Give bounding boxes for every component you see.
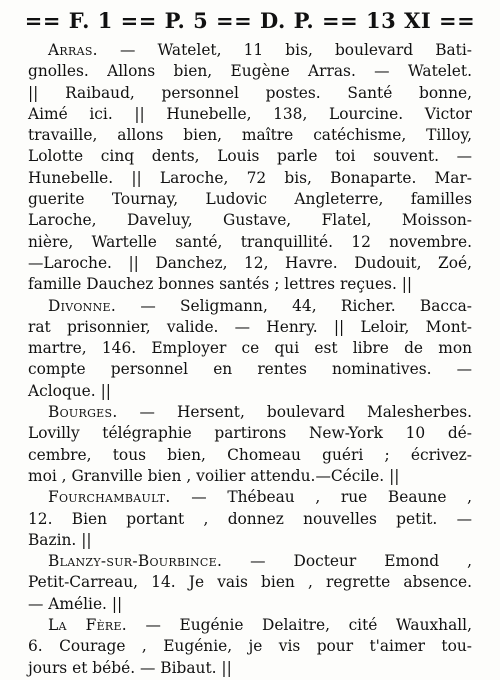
line-text: —Laroche. || Danchez, 12, Havre. Dudouit, Zoé, (28, 253, 472, 272)
line-text: rat prisonnier, valide. — Henry. || Leloir, Mont- (28, 317, 472, 336)
text-line (28, 61, 472, 82)
text-line (28, 146, 472, 167)
text-line (28, 615, 472, 636)
message-entry (28, 402, 472, 487)
text-line (28, 232, 472, 253)
text-line (28, 210, 472, 231)
line-text: gnolles. Allons bien, Eugène Arras. — Watelet. (28, 62, 472, 81)
text-line (28, 551, 472, 572)
text-line (28, 189, 472, 210)
city-name: Fourchambault. (48, 488, 171, 507)
line-text: jours et bébé. — Bibaut. || (28, 658, 232, 677)
line-text: martre, 146. Employer ce qui est libre de mon (28, 339, 472, 358)
line-text: Bazin. || (28, 530, 92, 549)
text-line (28, 317, 472, 338)
line-text: cembre, tous bien, Chomeau guéri ; écrivez- (28, 445, 472, 464)
line-text: Acloque. || (28, 381, 111, 400)
text-line (28, 658, 472, 679)
message-entry (28, 296, 472, 402)
line-text: — Docteur Emond , (222, 552, 472, 571)
line-text: nière, Wartelle santé, tranquillité. 12 novembre. (28, 232, 472, 251)
text-line (28, 40, 472, 61)
city-name: Arras. (48, 41, 98, 59)
line-text: 12. Bien portant , donnez nouvelles petit. — (28, 509, 472, 528)
text-line (28, 594, 472, 615)
line-text: — Watelet, 11 bis, boulevard Bati- (97, 41, 472, 59)
line-text: — Seligmann, 44, Richer. Bacca- (116, 296, 472, 315)
text-line (28, 487, 472, 508)
text-line (28, 83, 472, 104)
dispatch-body (28, 40, 472, 679)
text-line (28, 530, 472, 551)
text-line (28, 466, 472, 487)
city-name: Bourges. (48, 403, 118, 422)
text-line (28, 381, 472, 402)
line-text: Lolotte cinq dents, Louis parle toi souvent. — (28, 147, 472, 166)
line-text: travaille, allons bien, maître catéchisme, Tilloy, (28, 126, 472, 145)
message-entry (28, 615, 472, 679)
line-text: — Eugénie Delaitre, cité Wauxhall, (127, 616, 472, 635)
line-text: Lovilly télégraphie partirons New-York 10 dé- (28, 424, 472, 443)
line-text: Hunebelle. || Laroche, 72 bis, Bonaparte. Mar- (28, 168, 472, 187)
line-text: || Raibaud, personnel postes. Santé bonne, (28, 83, 472, 102)
text-line (28, 274, 472, 295)
line-text: — Amélie. || (28, 594, 123, 613)
dispatch-header: == F. 1 == P. 5 == D. P. == 13 XI == (24, 8, 476, 33)
text-line (28, 509, 472, 530)
text-line (28, 359, 472, 380)
line-text: Petit-Carreau, 14. Je vais bien , regrette absence. (28, 573, 472, 592)
line-text: moi , Granville bien , voilier attendu.—Cécile. || (28, 466, 400, 485)
text-line (28, 104, 472, 125)
line-text: famille Dauchez bonnes santés ; lettres reçues. || (28, 275, 413, 294)
line-text: — Hersent, boulevard Malesherbes. (117, 403, 472, 422)
text-line (28, 572, 472, 593)
text-line (28, 338, 472, 359)
line-text: Laroche, Daveluy, Gustave, Flatel, Moisson- (28, 211, 472, 230)
city-name: La Fère. (48, 616, 128, 635)
text-line (28, 445, 472, 466)
message-entry (28, 487, 472, 551)
text-line (28, 636, 472, 657)
text-line (28, 253, 472, 274)
city-name: Divonne. (48, 296, 117, 315)
message-entry (28, 40, 472, 296)
line-text: 6. Courage , Eugénie, je vis pour t'aimer tou- (28, 637, 472, 656)
message-entry (28, 551, 472, 615)
line-text: — Thébeau , rue Beaune , (170, 488, 472, 507)
city-name: Blanzy-sur-Bourbince. (48, 552, 223, 571)
text-line (28, 168, 472, 189)
text-line (28, 402, 472, 423)
line-text: compte personnel en rentes nominatives. — (28, 360, 472, 379)
text-line (28, 296, 472, 317)
text-line (28, 423, 472, 444)
text-line (28, 125, 472, 146)
line-text: Aimé ici. || Hunebelle, 138, Lourcine. Victor (28, 104, 472, 123)
line-text: guerite Tournay, Ludovic Angleterre, familles (28, 190, 472, 209)
